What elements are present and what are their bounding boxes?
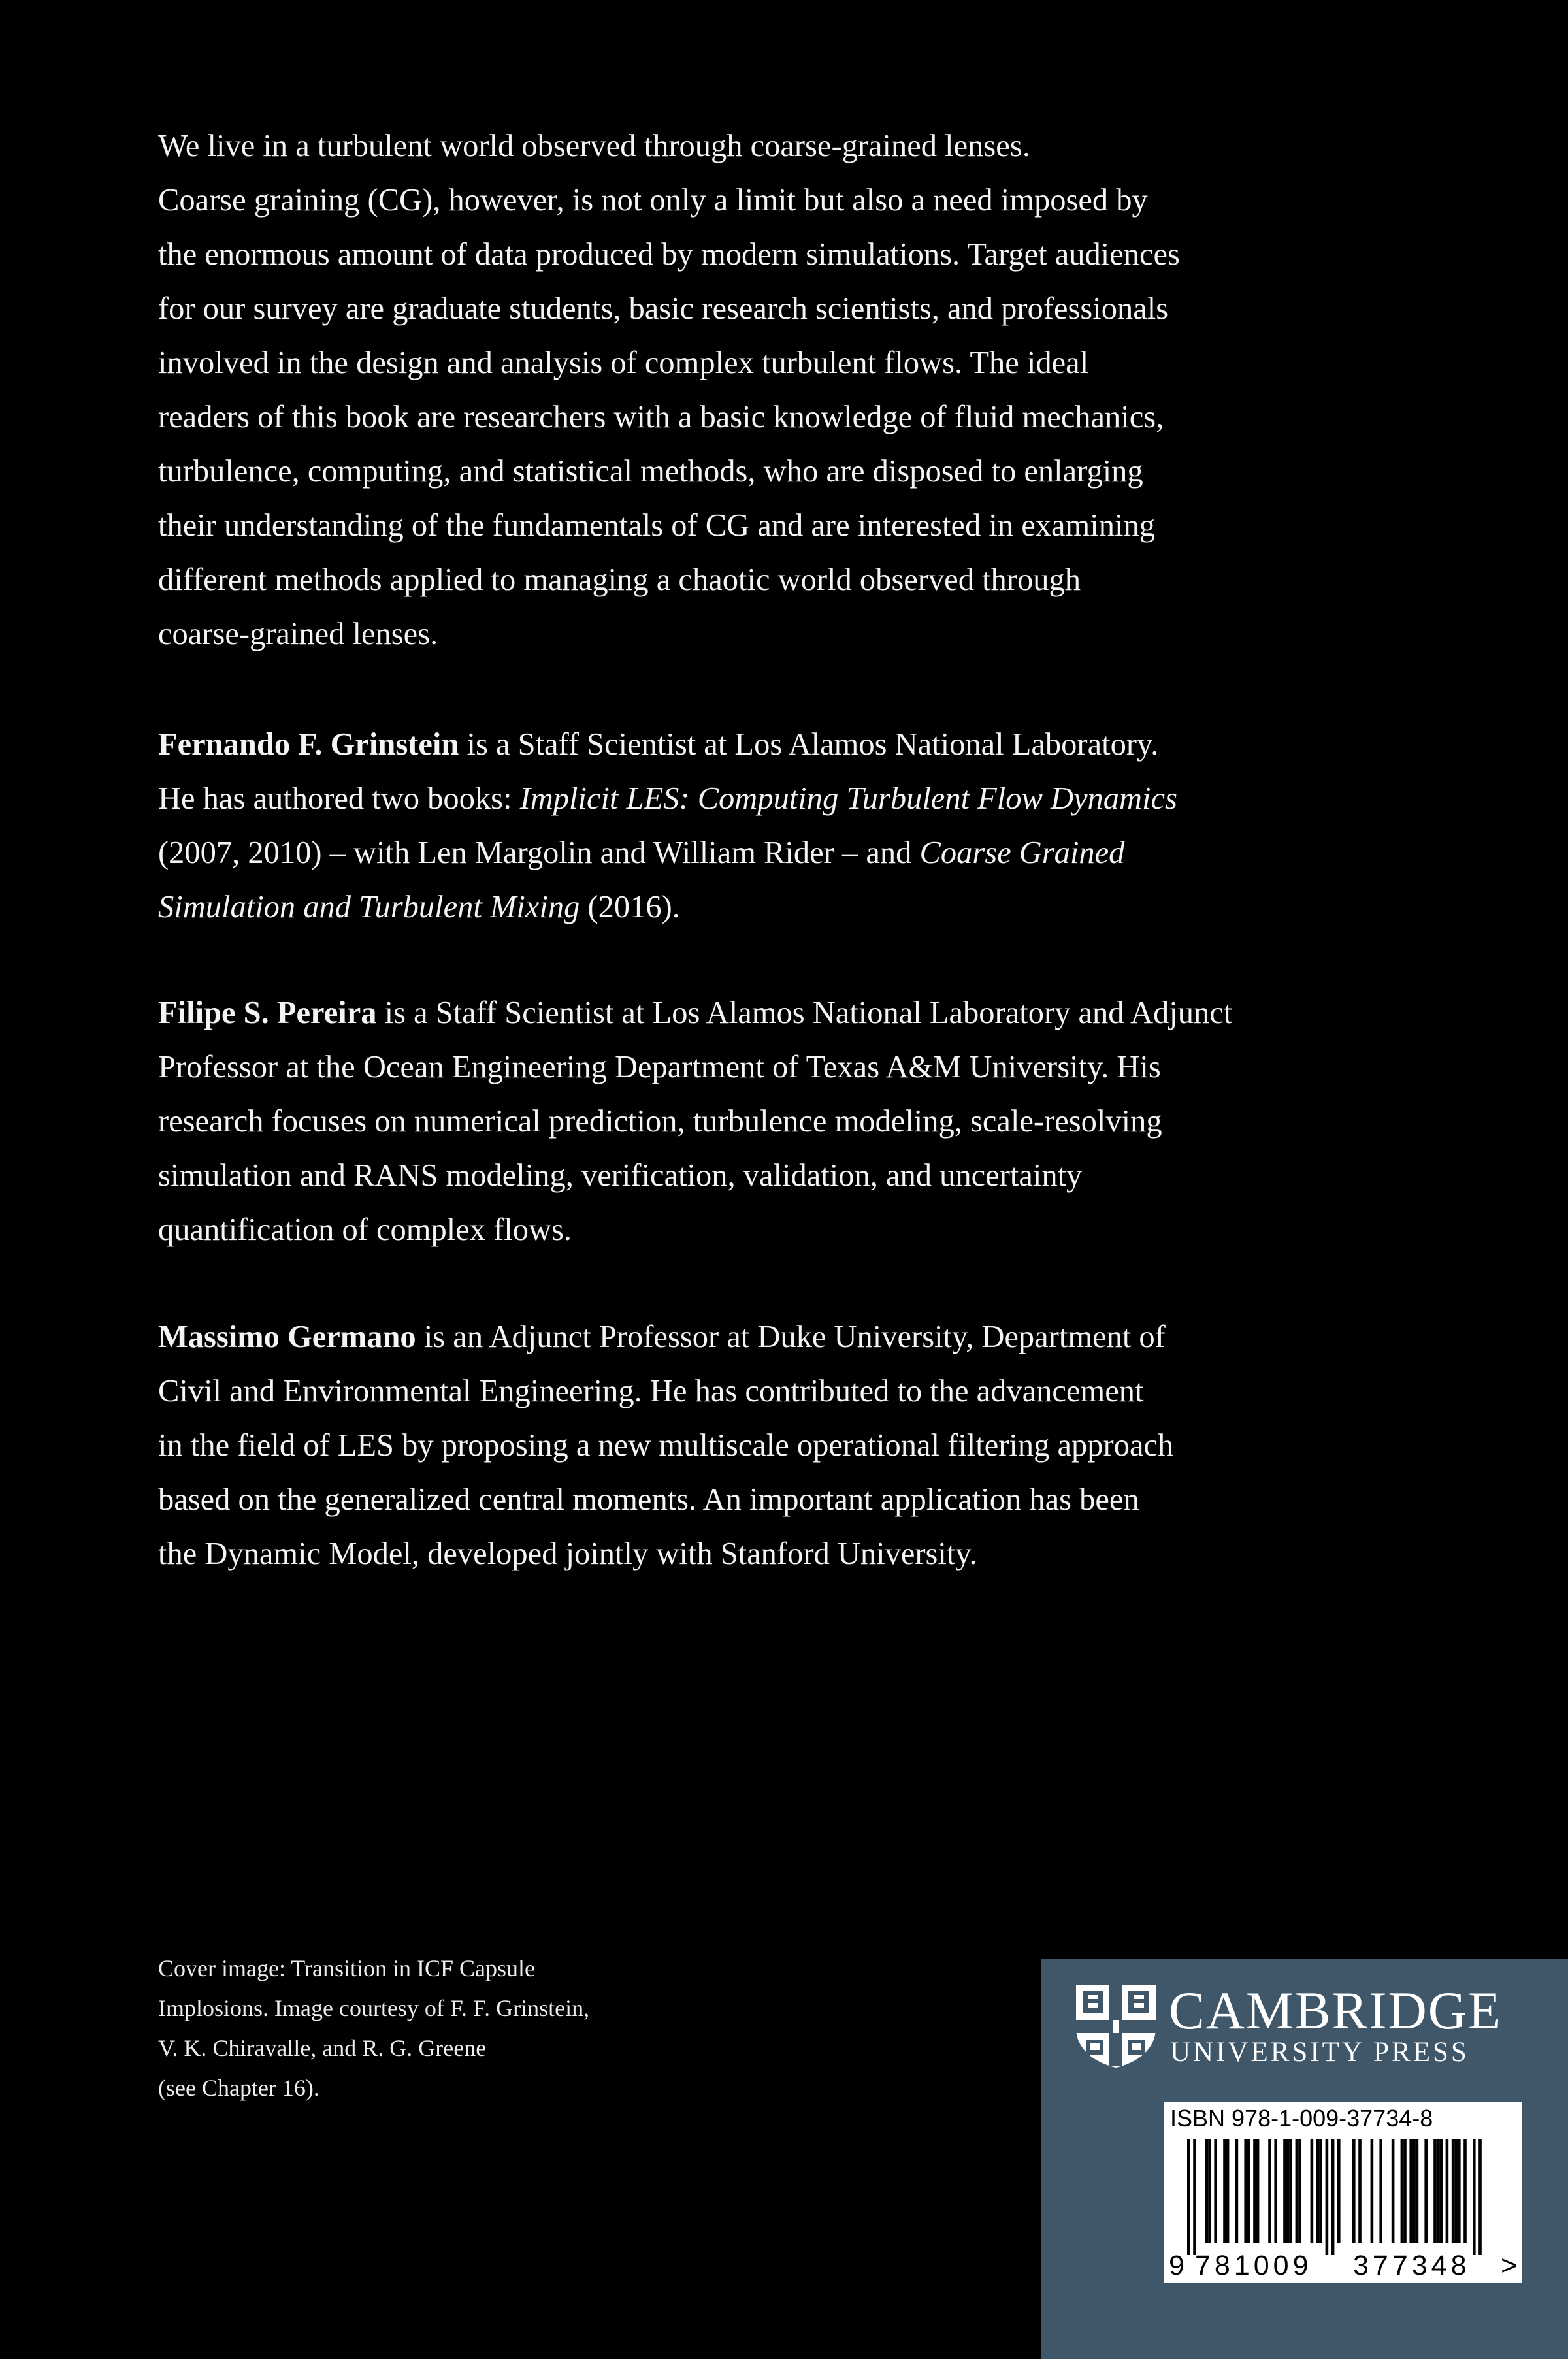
barcode-bar	[1458, 2139, 1461, 2243]
bio-line: based on the generalized central moments. An important application has been	[158, 1482, 1139, 1517]
barcode-bar	[1403, 2139, 1407, 2243]
book-title: Implicit LES: Computing Turbulent Flow Dynamics	[519, 781, 1177, 816]
barcode-bar	[1446, 2139, 1449, 2243]
book-title: Coarse Grained	[919, 836, 1125, 870]
blurb-line: turbulence, computing, and statistical methods, who are disposed to enlarging	[158, 454, 1143, 489]
publisher-subtitle: UNIVERSITY PRESS	[1170, 2037, 1469, 2068]
bio-line: research focuses on numerical prediction, turbulence modeling, scale-resolving	[158, 1104, 1162, 1139]
barcode-bar	[1244, 2139, 1247, 2243]
barcode-bar	[1358, 2139, 1362, 2243]
barcode-bar	[1379, 2139, 1382, 2243]
bio-line: Professor at the Ocean Engineering Department of Texas A&M University. His	[158, 1050, 1161, 1084]
author-bio-germano	[158, 1310, 1354, 1581]
publisher-panel	[1041, 1959, 1568, 2359]
bio-line: in the field of LES by proposing a new multiscale operational filtering approach	[158, 1428, 1174, 1463]
blurb-line: for our survey are graduate students, basic research scientists, and professionals	[158, 291, 1169, 326]
barcode-digits-right: 377348	[1353, 2250, 1471, 2281]
barcode-bar	[1352, 2139, 1356, 2243]
barcode-bar	[1371, 2139, 1374, 2243]
isbn-barcode	[1164, 2102, 1522, 2283]
blurb-line: different methods applied to managing a chaotic world observed through	[158, 562, 1081, 597]
barcode-bar	[1298, 2139, 1301, 2243]
bio-line: quantification of complex flows.	[158, 1212, 572, 1247]
cover-image-credit	[158, 1949, 746, 2108]
barcode-digits-left: 781009	[1195, 2250, 1313, 2281]
blurb-line: their understanding of the fundamentals of CG and are interested in examining	[158, 508, 1155, 543]
bio-text: is a Staff Scientist at Los Alamos National Laboratory and Adjunct	[376, 996, 1233, 1030]
barcode-bar	[1316, 2139, 1320, 2243]
barcode-bar	[1392, 2139, 1395, 2243]
barcode-bar	[1205, 2139, 1209, 2243]
barcode-bar	[1439, 2139, 1443, 2243]
author-bio-pereira	[158, 986, 1354, 1257]
barcode-bar	[1473, 2139, 1476, 2255]
barcode-bar	[1274, 2139, 1277, 2243]
bio-line: the Dynamic Model, developed jointly with Stanford University.	[158, 1537, 977, 1571]
isbn-label: ISBN 978-1-009-37734-8	[1170, 2105, 1433, 2132]
barcode-bar	[1193, 2139, 1196, 2255]
barcode-bar	[1416, 2139, 1419, 2243]
barcode-bar	[1452, 2139, 1455, 2243]
barcode-bar	[1296, 2139, 1299, 2243]
blurb-line: Coarse graining (CG), however, is not only a limit but also a need imposed by	[158, 183, 1148, 218]
barcode-bar	[1437, 2139, 1440, 2243]
book-blurb	[158, 119, 1354, 661]
barcode-bar	[1326, 2139, 1329, 2255]
credit-line: Cover image: Transition in ICF Capsule	[158, 1955, 536, 1981]
barcode-bar	[1208, 2139, 1211, 2243]
author-name: Fernando F. Grinstein	[158, 727, 459, 762]
bio-line: simulation and RANS modeling, verification, validation, and uncertainty	[158, 1158, 1083, 1193]
bio-line: Civil and Environmental Engineering. He has contributed to the advancement	[158, 1374, 1144, 1408]
barcode-bar	[1214, 2139, 1217, 2243]
barcode-bar	[1268, 2139, 1271, 2243]
bio-text: (2007, 2010) – with Len Margolin and William Rider – and	[158, 836, 920, 870]
barcode-bar	[1433, 2139, 1437, 2243]
barcode-bar	[1283, 2139, 1286, 2243]
barcode-bar	[1413, 2139, 1416, 2243]
publisher-name: CAMBRIDGE	[1169, 1981, 1503, 2040]
blurb-line: the enormous amount of data produced by modern simulations. Target audiences	[158, 237, 1180, 272]
author-bio-grinstein	[158, 717, 1354, 934]
barcode-bar	[1337, 2139, 1341, 2243]
blurb-line: involved in the design and analysis of complex turbulent flows. The ideal	[158, 346, 1089, 380]
book-title: Simulation and Turbulent Mixing	[158, 890, 580, 924]
credit-line: V. K. Chiravalle, and R. G. Greene	[158, 2035, 487, 2061]
barcode-bar	[1319, 2139, 1322, 2243]
barcode-bar	[1401, 2139, 1404, 2243]
blurb-line: coarse-grained lenses.	[158, 617, 438, 651]
barcode-bar	[1256, 2139, 1260, 2243]
barcode-bar	[1247, 2139, 1250, 2243]
barcode-bar	[1331, 2139, 1335, 2255]
barcode-bar	[1478, 2139, 1482, 2255]
cambridge-shield-icon	[1073, 1982, 1158, 2070]
barcode-bar	[1289, 2139, 1292, 2243]
barcode-bar	[1253, 2139, 1256, 2243]
barcode-bar	[1223, 2139, 1226, 2243]
barcode-digit-end: >	[1501, 2250, 1518, 2281]
barcode-bars	[1164, 2136, 1522, 2283]
bio-text: is a Staff Scientist at Los Alamos National Laboratory.	[459, 727, 1159, 762]
bio-text: is an Adjunct Professor at Duke University, Department of	[416, 1320, 1166, 1354]
barcode-bar	[1463, 2139, 1467, 2243]
credit-line: (see Chapter 16).	[158, 2075, 319, 2101]
blurb-line: We live in a turbulent world observed through coarse-grained lenses.	[158, 129, 1030, 163]
barcode-bar	[1409, 2139, 1413, 2243]
bio-text: He has authored two books:	[158, 781, 520, 816]
barcode-bar	[1311, 2139, 1314, 2243]
barcode-bar	[1454, 2139, 1458, 2243]
author-name: Massimo Germano	[158, 1320, 416, 1354]
barcode-bar	[1235, 2139, 1239, 2243]
bio-text: (2016).	[580, 890, 680, 924]
blurb-line: readers of this book are researchers with a basic knowledge of fluid mechanics,	[158, 400, 1164, 434]
barcode-bar	[1187, 2139, 1190, 2255]
barcode-bar	[1424, 2139, 1428, 2243]
author-name: Filipe S. Pereira	[158, 996, 377, 1030]
barcode-bar	[1226, 2139, 1230, 2243]
barcode-digit-lead: 9	[1169, 2250, 1184, 2281]
barcode-bar	[1286, 2139, 1290, 2243]
credit-line: Implosions. Image courtesy of F. F. Grinstein,	[158, 1995, 590, 2021]
